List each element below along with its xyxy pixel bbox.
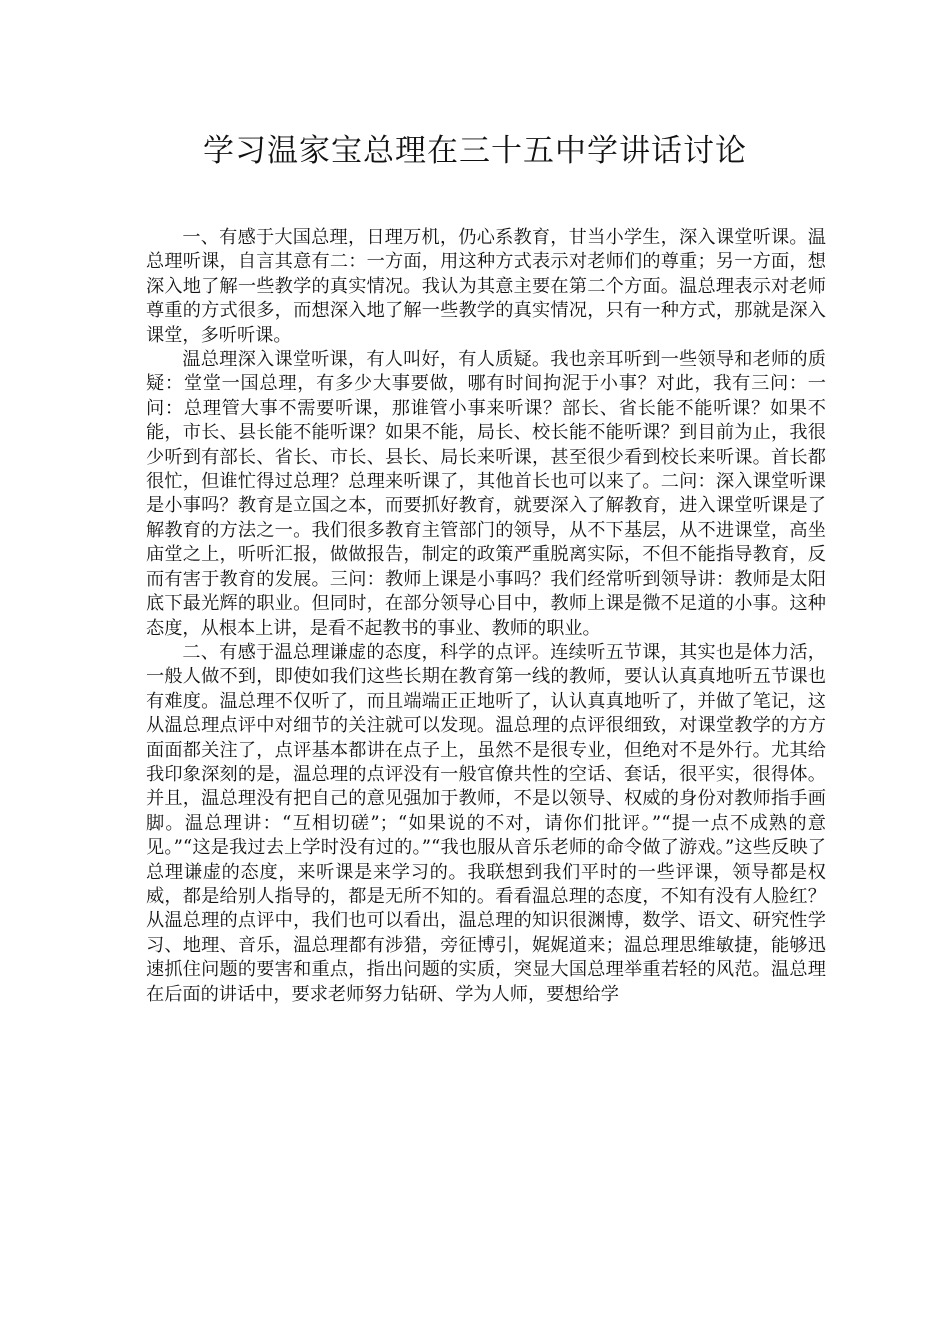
document-body	[146, 226, 826, 1007]
paragraph-2: 温总理深入课堂听课，有人叫好，有人质疑。我也亲耳听到一些领导和老师的质疑：堂堂一国总理，有多少大事要做，哪有时间拘泥于小事？对此，我有三问：一问：总理管大事不需要听课，那谁管小事来听课？部长、省长能不能听课？如果不能，市长、县长能不能听课？如果不能，局长、校长能不能听课？到目前为止，我很少听到有部长、省长、市长、县长、局长来听课，甚至很少看到校长来听课。首长都很忙，但谁忙得过总理？总理来听课了，其他首长也可以来了。二问：深入课堂听课是小事吗？教育是立国之本，而要抓好教育，就要深入了解教育，进入课堂听课是了解教育的方法之一。我们很多教育主管部门的领导，从不下基层，从不进课堂，高坐庙堂之上，听听汇报，做做报告，制定的政策严重脱离实际，不但不能指导教育，反而有害于教育的发展。三问：教师上课是小事吗？我们经常听到领导讲：教师是太阳底下最光辉的职业。但同时，在部分领导心目中，教师上课是微不足道的小事。这种态度，从根本上讲，是看不起教书的事业、教师的职业。	[146, 349, 826, 639]
paragraph-3: 二、有感于温总理谦虚的态度，科学的点评。连续听五节课，其实也是体力活，一般人做不到，即使如我们这些长期在教育第一线的教师，要认认真真地听五节课也有难度。温总理不仅听了，而且端端正正地听了，认认真真地听了，并做了笔记，这从温总理点评中对细节的关注就可以发现。温总理的点评很细致，对课堂教学的方方面面都关注了，点评基本都讲在点子上，虽然不是很专业，但绝对不是外行。尤其给我印象深刻的是，温总理的点评没有一般官僚共性的空话、套话，很平实，很得体。并且，温总理没有把自己的意见强加于教师，不是以领导、权威的身份对教师指手画脚。温总理讲：“互相切磋”；“如果说的不对，请你们批评。”“提一点不成熟的意见。”“这是我过去上学时没有过的。”“我也服从音乐老师的命令做了游戏。”这些反映了总理谦虚的态度，来听课是来学习的。我联想到我们平时的一些评课，领导都是权威，都是给别人指导的，都是无所不知的。看看温总理的态度，不知有没有人脸红？从温总理的点评中，我们也可以看出，温总理的知识很渊博，数学、语文、研究性学习、地理、音乐，温总理都有涉猎，旁征博引，娓娓道来；温总理思维敏捷，能够迅速抓住问题的要害和重点，指出问题的实质，突显大国总理举重若轻的风范。温总理在后面的讲话中，要求老师努力钻研、学为人师，要想给学	[146, 641, 826, 1005]
document-title: 学习温家宝总理在三十五中学讲话讨论	[203, 133, 747, 169]
paragraph-1: 一、有感于大国总理，日理万机，仍心系教育，甘当小学生，深入课堂听课。温总理听课，自言其意有二：一方面，用这种方式表示对老师们的尊重；另一方面，想深入地了解一些教学的真实情况。我认为其意主要在第二个方面。温总理表示对老师尊重的方式很多，而想深入地了解一些教学的真实情况，只有一种方式，那就是深入课堂，多听听课。	[146, 227, 826, 346]
